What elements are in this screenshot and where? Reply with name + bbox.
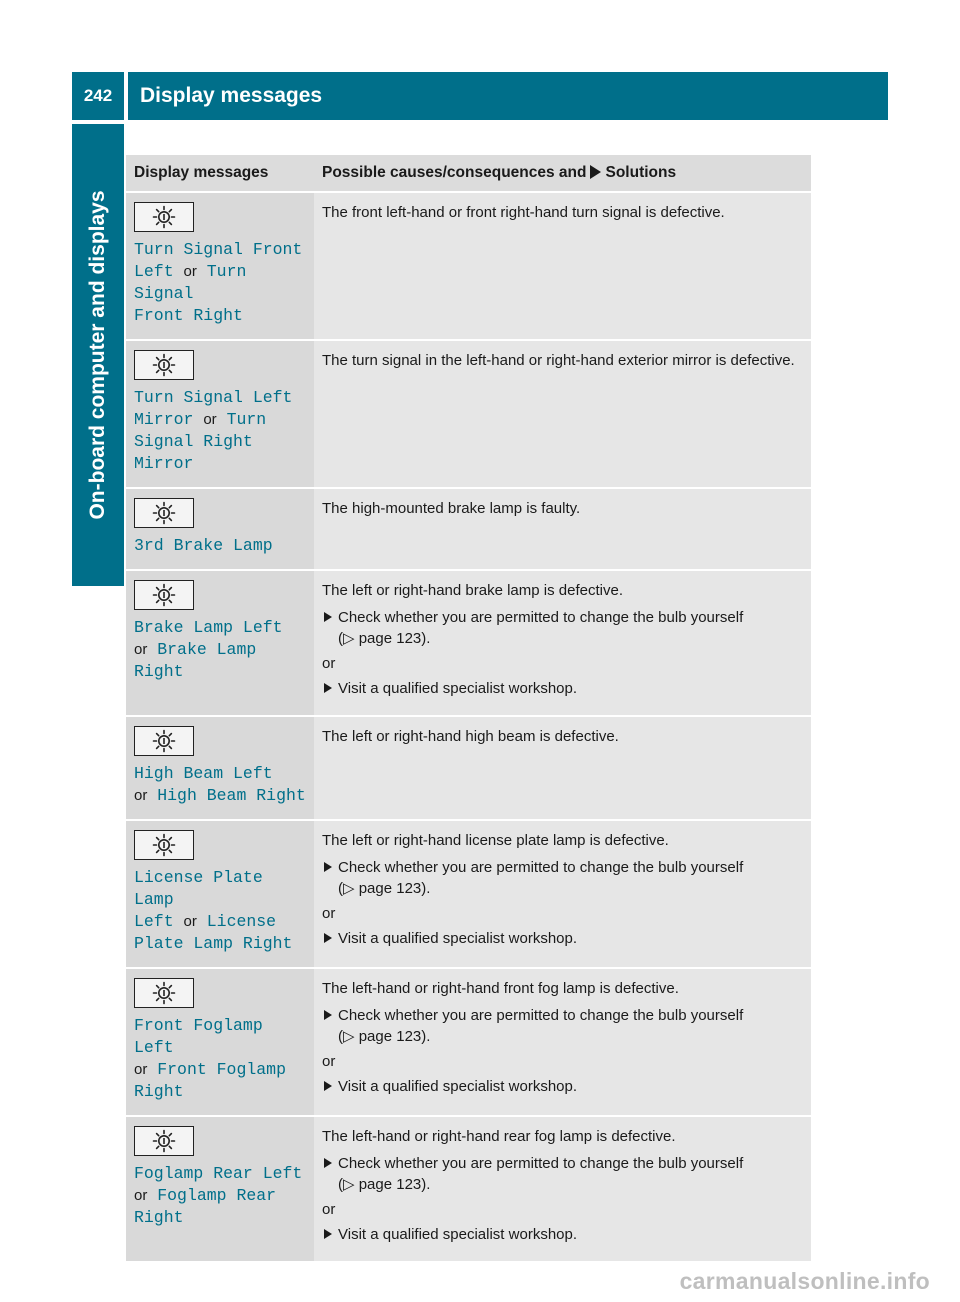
lamp-icon [134,350,194,380]
message-text: Front Right [134,306,243,325]
cause-description: The left-hand or right-hand rear fog lamp is defective. [322,1128,676,1145]
table-row [126,570,811,716]
cause-description: The turn signal in the left-hand or right-hand exterior mirror is defective. [322,352,795,369]
message-text: Brake Lamp Right [134,640,257,681]
page-reference: (▷ page 123). [338,1176,431,1193]
table-row [126,1116,811,1262]
solution-step: Check whether you are permitted to change the bulb yourself (▷ page 123). [322,857,803,899]
col-header-causes-solutions [314,155,811,192]
solution-step: Check whether you are permitted to change the bulb yourself (▷ page 123). [322,1153,803,1195]
message-text: Turn [226,410,267,429]
lamp-icon [134,580,194,610]
message-text: Turn Signal Front [134,240,303,259]
message-text: License Plate Lamp [134,868,263,909]
page-reference: (▷ page 123). [338,880,431,897]
or-connector: or [203,411,217,428]
lamp-icon [134,202,194,232]
or-separator: or [322,655,336,672]
solution-step: Visit a qualified specialist workshop. [322,928,803,949]
message-text: Foglamp Rear Left [134,1164,303,1183]
solution-step: Visit a qualified specialist workshop. [322,1224,803,1245]
col-header-solutions-text: Solutions [605,164,677,181]
message-text: Signal Right Mirror [134,432,253,473]
table-header-row [126,155,811,192]
message-text: High Beam Left [134,764,273,783]
table-row [126,716,811,820]
page-reference: (▷ page 123). [338,1028,431,1045]
col-header-display-messages: Display messages [126,155,314,192]
col-header-causes-text: Possible causes/consequences and [322,164,587,181]
page-reference: (▷ page 123). [338,630,431,647]
side-tab [72,124,124,586]
page-number: 242 [72,72,124,120]
table-row [126,488,811,570]
message-text: Left [134,262,174,281]
message-text: Right [134,1082,184,1101]
message-text: Brake Lamp Left [134,618,283,637]
message-text: High Beam Right [157,786,306,805]
display-messages-table [126,155,811,1263]
or-connector: or [134,787,148,804]
or-separator: or [322,905,336,922]
message-text: Front Foglamp Left [134,1016,263,1057]
message-text: License [206,912,277,931]
message-text: 3rd Brake Lamp [134,536,273,555]
table-row [126,340,811,488]
solution-step: Visit a qualified specialist workshop. [322,1076,803,1097]
table-row [126,968,811,1116]
message-text: Front Foglamp [157,1060,286,1079]
message-text: Foglamp Rear [157,1186,277,1205]
cause-description: The left or right-hand brake lamp is defective. [322,582,623,599]
page-title: Display messages [128,72,888,120]
cause-description: The left or right-hand high beam is defective. [322,728,619,745]
message-text: Right [134,1208,184,1227]
side-tab-label: On-board computer and displays [86,190,109,520]
or-separator: or [322,1201,336,1218]
watermark: carmanualsonline.info [679,1268,930,1294]
message-text: Plate Lamp Right [134,934,293,953]
message-text: Turn Signal [134,262,247,303]
or-connector: or [134,1187,148,1204]
table-row [126,192,811,340]
message-text: Left [134,912,174,931]
or-connector: or [183,913,197,930]
message-text: Mirror [134,410,194,429]
or-connector: or [134,641,148,658]
lamp-icon [134,978,194,1008]
or-connector: or [134,1061,148,1078]
lamp-icon [134,498,194,528]
table-row [126,820,811,968]
cause-description: The high-mounted brake lamp is faulty. [322,500,581,517]
solution-step: Visit a qualified specialist workshop. [322,678,803,699]
lamp-icon [134,830,194,860]
solution-step: Check whether you are permitted to change the bulb yourself (▷ page 123). [322,1005,803,1047]
lamp-icon [134,726,194,756]
cause-description: The front left-hand or front right-hand turn signal is defective. [322,204,725,221]
message-text: Turn Signal Left [134,388,293,407]
cause-description: The left or right-hand license plate lamp is defective. [322,832,669,849]
lamp-icon [134,1126,194,1156]
or-connector: or [183,263,197,280]
play-arrow-icon [590,165,601,179]
cause-description: The left-hand or right-hand front fog lamp is defective. [322,980,679,997]
or-separator: or [322,1053,336,1070]
solution-step: Check whether you are permitted to change the bulb yourself (▷ page 123). [322,607,803,649]
